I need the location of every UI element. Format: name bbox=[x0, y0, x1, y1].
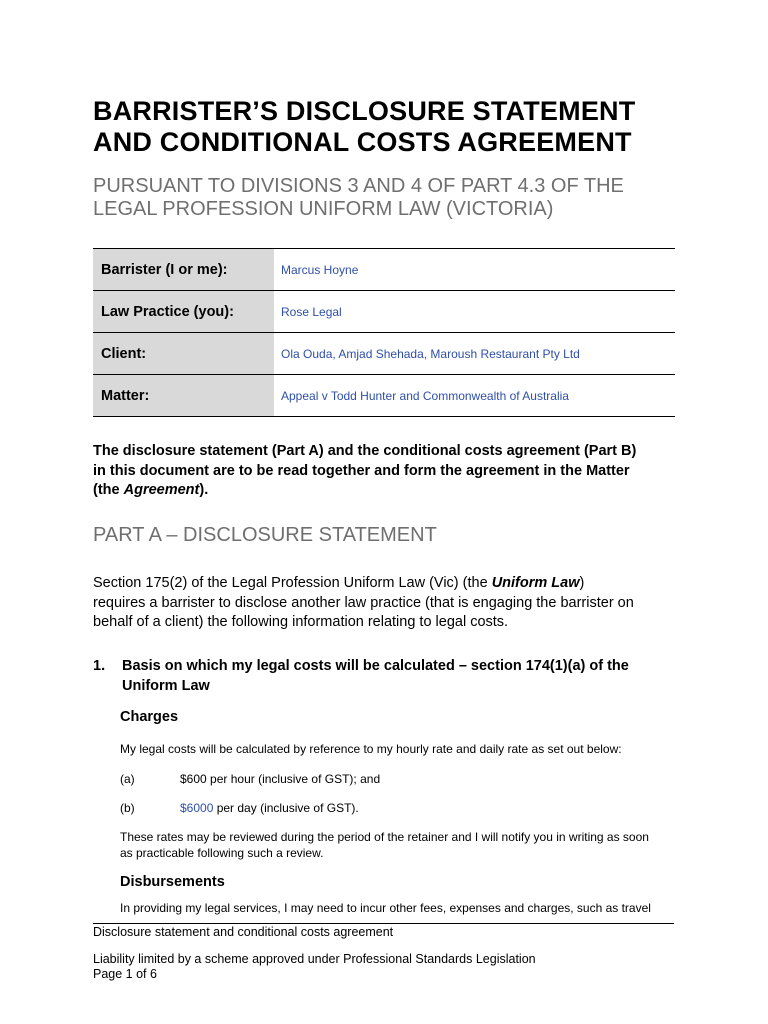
party-label: Barrister (I or me): bbox=[93, 249, 274, 291]
intro-line-3 bbox=[93, 481, 683, 501]
heading-1-number: 1. bbox=[93, 658, 106, 674]
review-paragraph bbox=[120, 830, 649, 861]
charge-item-a-marker: (a) bbox=[120, 772, 135, 786]
hourly-rate: $600 bbox=[180, 772, 207, 786]
part-a-heading: PART A – DISCLOSURE STATEMENT bbox=[93, 524, 437, 546]
intro-line-2: in this document are to be read together and form the agreement in the Matter bbox=[93, 462, 630, 479]
charges-text: My legal costs will be calculated by reference to my hourly rate and daily rate as set out below: bbox=[120, 742, 622, 756]
footer-liability: Liability limited by a scheme approved under Professional Standards Legislation bbox=[93, 952, 536, 966]
agreement-term: Agreement bbox=[123, 482, 200, 498]
title-line-2: AND CONDITIONAL COSTS AGREEMENT bbox=[93, 127, 632, 157]
section-line-2: requires a barrister to disclose another law practice (that is engaging the barrister on bbox=[93, 594, 634, 611]
charge-item-b-marker: (b) bbox=[120, 801, 135, 815]
footer-divider bbox=[93, 923, 674, 924]
intro-line-3-post: ). bbox=[199, 482, 209, 498]
disbursements-heading: Disbursements bbox=[120, 874, 225, 890]
section-175-paragraph bbox=[93, 574, 683, 633]
party-value-law-practice: Rose Legal bbox=[274, 291, 675, 333]
party-row-matter bbox=[93, 375, 675, 417]
heading-1-line-2: Uniform Law bbox=[122, 678, 210, 694]
party-value-barrister: Marcus Hoyne bbox=[274, 249, 675, 291]
party-row-client bbox=[93, 333, 675, 375]
hourly-rate-text: per hour (inclusive of GST); and bbox=[206, 772, 381, 786]
intro-line-3-pre: (the bbox=[93, 482, 124, 498]
heading-1-line-1: Basis on which my legal costs will be calculated – section 174(1)(a) of the bbox=[122, 658, 629, 674]
section-line-1 bbox=[93, 574, 683, 594]
intro-line-1: The disclosure statement (Part A) and the conditional costs agreement (Part B) bbox=[93, 443, 637, 459]
party-label: Matter: bbox=[93, 375, 274, 417]
party-row-barrister bbox=[93, 249, 675, 291]
charges-heading: Charges bbox=[120, 709, 179, 725]
section-line-1-post: ) bbox=[579, 575, 585, 591]
subtitle-line-2: LEGAL PROFESSION UNIFORM LAW (VICTORIA) bbox=[93, 198, 554, 220]
daily-rate: $6000 bbox=[180, 801, 214, 815]
charge-item-a bbox=[180, 772, 380, 786]
party-value-matter: Appeal v Todd Hunter and Commonwealth of Australia bbox=[274, 375, 675, 417]
charge-item-b bbox=[180, 801, 359, 815]
review-line-1: These rates may be reviewed during the period of the retainer and I will notify you in writing as soon bbox=[120, 830, 649, 844]
title-line-1: BARRISTER’S DISCLOSURE STATEMENT bbox=[93, 96, 636, 126]
document-subtitle bbox=[93, 175, 693, 221]
subtitle-line-1: PURSUANT TO DIVISIONS 3 AND 4 OF PART 4.3 OF THE bbox=[93, 175, 624, 197]
daily-rate-text: per day (inclusive of GST). bbox=[213, 801, 359, 815]
uniform-law-term: Uniform Law bbox=[491, 575, 580, 591]
party-label: Law Practice (you): bbox=[93, 291, 274, 333]
document-title bbox=[93, 96, 693, 158]
section-line-3: behalf of a client) the following information relating to legal costs. bbox=[93, 614, 509, 630]
intro-paragraph bbox=[93, 442, 683, 501]
disbursements-text: In providing my legal services, I may need to incur other fees, expenses and charges, such as travel bbox=[120, 901, 651, 915]
review-line-2: as practicable following such a review. bbox=[120, 845, 324, 860]
party-value-client: Ola Ouda, Amjad Shehada, Maroush Restaurant Pty Ltd bbox=[274, 333, 675, 375]
parties-table bbox=[93, 248, 675, 417]
party-label: Client: bbox=[93, 333, 274, 375]
section-line-1-pre: Section 175(2) of the Legal Profession Uniform Law (Vic) (the bbox=[93, 575, 492, 591]
party-row-law-practice bbox=[93, 291, 675, 333]
footer-doc-name: Disclosure statement and conditional costs agreement bbox=[93, 925, 394, 939]
footer-page-number: Page 1 of 6 bbox=[93, 967, 157, 981]
